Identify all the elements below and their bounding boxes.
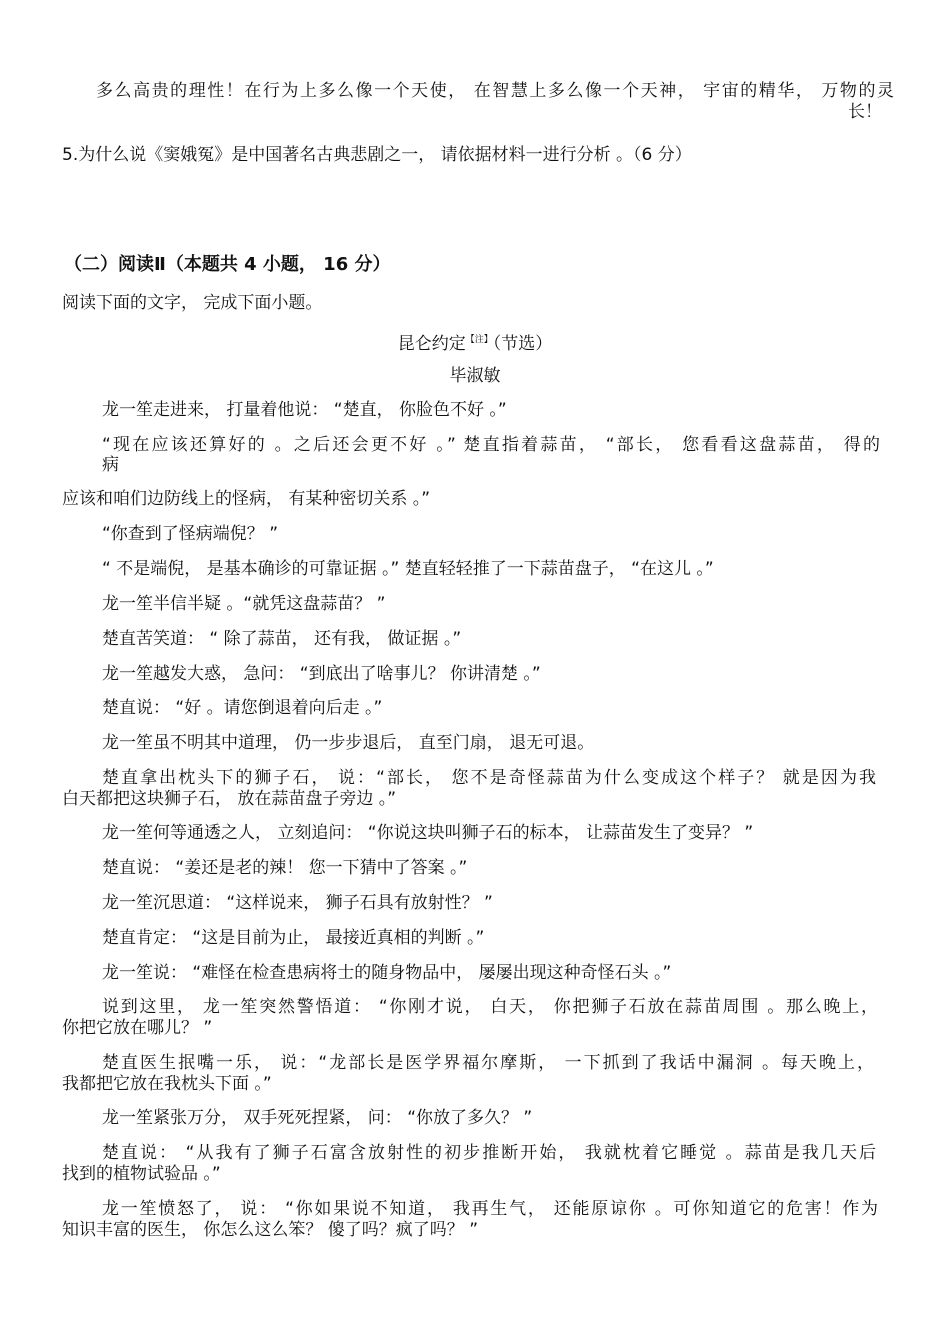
- paragraph-11: 龙一笙何等通透之人， 立刻追问： “你说这块叫狮子石的标本， 让蒜苗发生了变异？ ”: [102, 823, 754, 843]
- paragraph-8: 楚直说： “好 。请您倒退着向后走 。”: [102, 698, 383, 718]
- paragraph-7: 龙一笙越发大惑， 急问： “到底出了啥事儿？ 你讲清楚 。”: [102, 664, 541, 684]
- paragraph-10-line-1: 楚直拿出枕头下的狮子石， 说：“部长， 您不是奇怪蒜苗为什么变成这个样子？ 就是因为我: [102, 768, 876, 788]
- paragraph-4: “ 不是端倪， 是基本确诊的可靠证据 。” 楚直轻轻推了一下蒜苗盘子， “在这儿 。”: [102, 559, 714, 579]
- article-title-text: 昆仑约定: [397, 334, 466, 354]
- paragraph-1: 龙一笙走进来， 打量着他说： “楚直， 你脸色不好 。”: [102, 400, 507, 420]
- paragraph-2-line-2: 病: [102, 455, 119, 475]
- paragraph-6: 楚直苦笑道： “ 除了蒜苗， 还有我， 做证据 。”: [102, 629, 462, 649]
- paragraph-10-line-2: 白天都把这块狮子石， 放在蒜苗盘子旁边 。”: [62, 789, 397, 809]
- paragraph-12: 楚直说： “姜还是老的辣！ 您一下猜中了答案 。”: [102, 858, 468, 878]
- paragraph-13: 龙一笙沉思道： “这样说来， 狮子石具有放射性？ ”: [102, 893, 493, 913]
- paragraph-2-line-1: “现在应该还算好的 。之后还会更不好 。” 楚直指着蒜苗， “部长， 您看看这盘蒜苗， 得的: [102, 435, 880, 455]
- paragraph-19-line-1: 楚直说： “从我有了狮子石富含放射性的初步推断开始， 我就枕着它睡觉 。蒜苗是我几天后: [102, 1143, 876, 1163]
- section-heading: （二）阅读Ⅱ（本题共 4 小题， 16 分）: [64, 254, 391, 275]
- prev-passage-line-1: 多么高贵的理性！在行为上多么像一个天使， 在智慧上多么像一个天神， 宇宙的精华， 万物的灵: [96, 81, 894, 101]
- paragraph-15: 龙一笙说： “难怪在检查患病将士的随身物品中， 屡屡出现这种奇怪石头 。”: [102, 963, 672, 983]
- paragraph-2-line-3: 应该和咱们边防线上的怪病， 有某种密切关系 。”: [62, 489, 431, 509]
- question-5: 5.为什么说《窦娥冤》是中国著名古典悲剧之一， 请依据材料一进行分析 。（6 分）: [62, 145, 692, 165]
- paragraph-16-line-2: 你把它放在哪儿？ ”: [62, 1018, 213, 1038]
- section-instruction: 阅读下面的文字， 完成下面小题。: [62, 293, 323, 313]
- paragraph-3: “你查到了怪病端倪？ ”: [102, 524, 279, 544]
- paragraph-16-line-1: 说到这里， 龙一笙突然警悟道： “你刚才说， 白天， 你把狮子石放在蒜苗周围 。那么晚上，: [102, 997, 878, 1017]
- paragraph-18: 龙一笙紧张万分， 双手死死捏紧， 问： “你放了多久？ ”: [102, 1108, 533, 1128]
- prev-passage-line-2: 长！: [848, 102, 882, 122]
- article-author: 毕淑敏: [449, 366, 501, 386]
- article-title-suffix: （节选）: [492, 334, 553, 354]
- paragraph-17-line-1: 楚直医生抿嘴一乐， 说：“龙部长是医学界福尔摩斯， 一下抓到了我话中漏洞 。每天晚上，: [102, 1053, 874, 1073]
- paragraph-20-line-2: 知识丰富的医生， 你怎么这么笨？ 傻了吗？疯了吗？ ”: [62, 1220, 479, 1240]
- paragraph-20-line-1: 龙一笙愤怒了， 说： “你如果说不知道， 我再生气， 还能原谅你 。可你知道它的危害！作为: [102, 1199, 878, 1219]
- article-title: [0, 329, 950, 355]
- paragraph-14: 楚直肯定： “这是目前为止， 最接近真相的判断 。”: [102, 928, 485, 948]
- paragraph-5: 龙一笙半信半疑 。“就凭这盘蒜苗？ ”: [102, 594, 386, 614]
- paragraph-9: 龙一笙虽不明其中道理， 仍一步步退后， 直至门扇， 退无可退。: [102, 733, 595, 753]
- paragraph-19-line-2: 找到的植物试验品 。”: [62, 1164, 221, 1184]
- title-note-marker: 【注】: [465, 335, 493, 345]
- paragraph-17-line-2: 我都把它放在我枕头下面 。”: [62, 1074, 272, 1094]
